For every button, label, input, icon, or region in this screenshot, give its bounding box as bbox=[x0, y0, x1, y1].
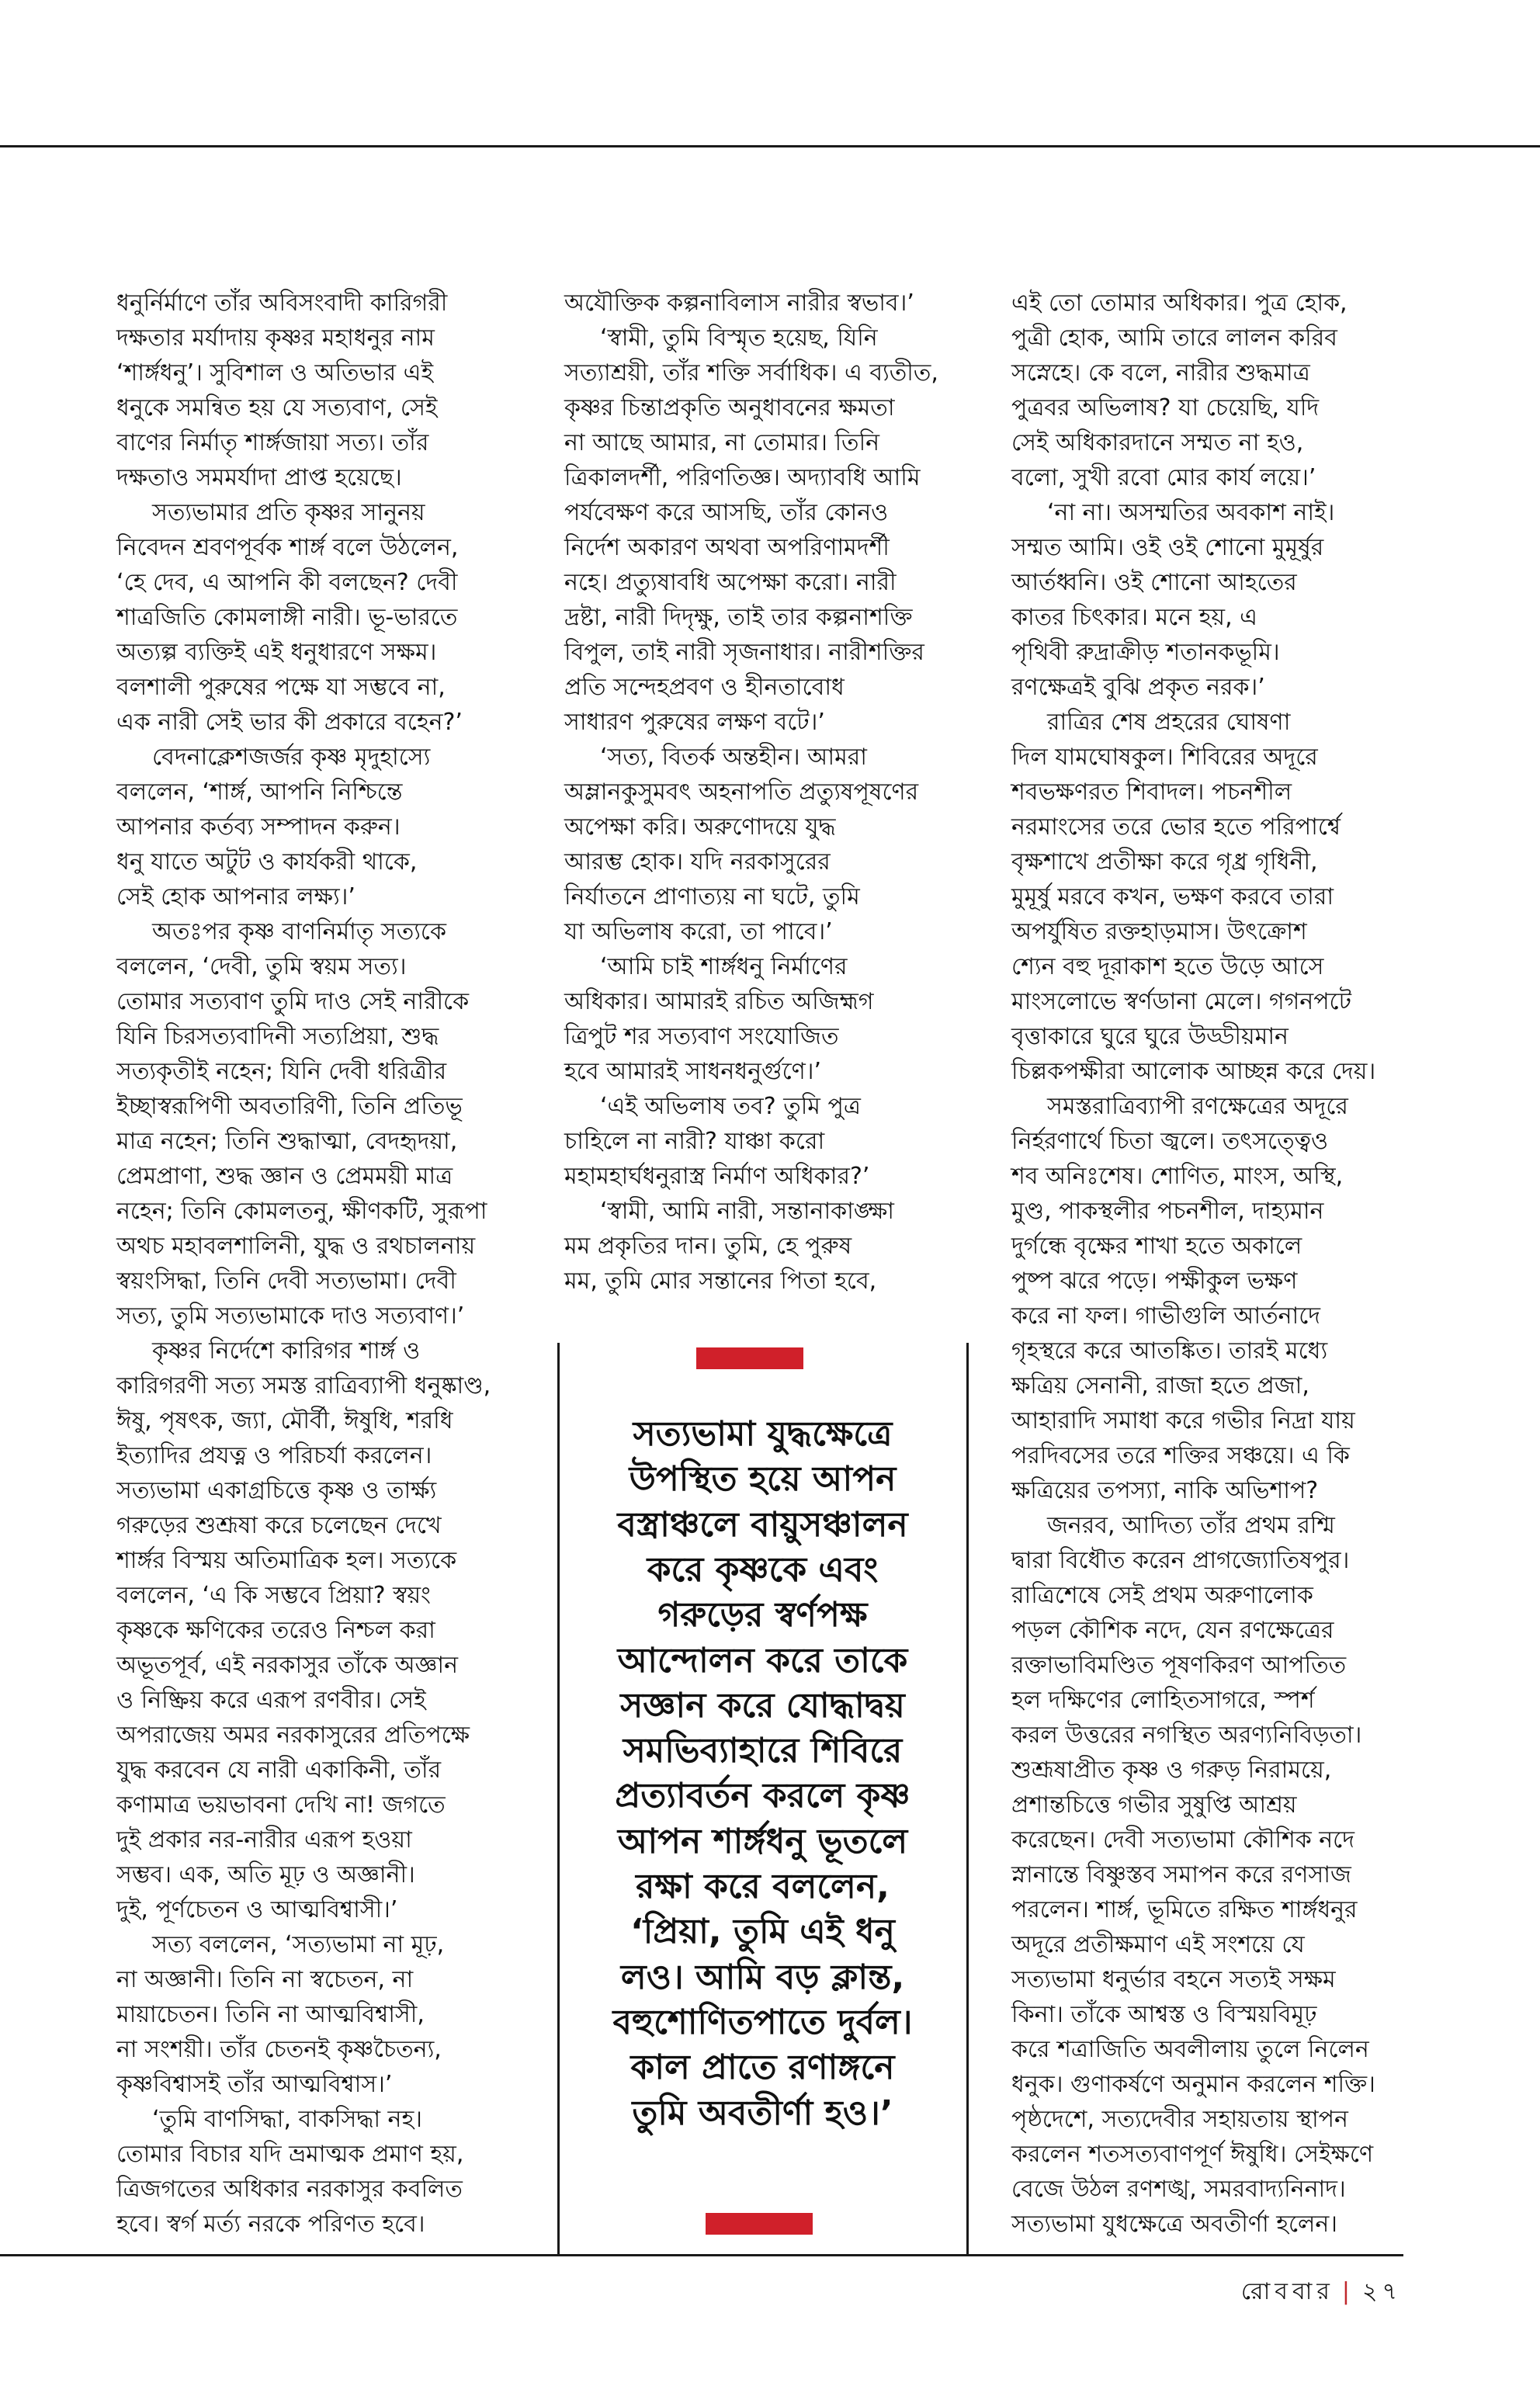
text-line: ত্রিপুট শর সত্যবাণ সংযোজিত bbox=[564, 1023, 839, 1050]
text-line: প্রতি সন্দেহপ্রবণ ও হীনতাবোধ bbox=[564, 674, 845, 701]
pull-quote-line: সজ্ঞান করে যোদ্ধাদ্বয় bbox=[620, 1685, 905, 1725]
pull-quote-line: আপন শার্ঙ্গধনু ভূতলে bbox=[617, 1821, 908, 1861]
text-line: অথচ মহাবলশালিনী, যুদ্ধ ও রথচালনায় bbox=[116, 1233, 476, 1260]
text-line: করেছেন। দেবী সত্যভামা কৌশিক নদে bbox=[1011, 1826, 1354, 1854]
text-line: সত্য বললেন, ‘সত্যভামা না মূঢ়, bbox=[152, 1931, 445, 1958]
text-line: ‘হে দেব, এ আপনি কী বলছেন? দেবী bbox=[116, 569, 458, 596]
text-line: কৃষ্ণবিশ্বাসই তাঁর আত্মবিশ্বাস।’ bbox=[116, 2071, 393, 2098]
pull-quote-line: গরুড়ের স্বর্ণপক্ষ bbox=[657, 1595, 868, 1635]
text-line: ও নিষ্ক্রিয় করে এরূপ রণবীর। সেই bbox=[116, 1687, 426, 1714]
text-line: গৃহস্থরে করে আতঙ্কিত। তারই মধ্যে bbox=[1011, 1337, 1328, 1365]
pull-quote-line: বস্ত্রাঞ্চলে বায়ুসঞ্চালন bbox=[617, 1504, 908, 1545]
text-line: রণক্ষেত্রই বুঝি প্রকৃত নরক।’ bbox=[1011, 674, 1265, 701]
text-line: ইচ্ছাস্বরূপিণী অবতারিণী, তিনি প্রতিভূ bbox=[116, 1093, 463, 1120]
text-line: আপনার কর্তব্য সম্পাদন করুন। bbox=[116, 813, 401, 841]
text-line: ‘তুমি বাণসিদ্ধা, বাকসিদ্ধা নহ। bbox=[152, 2106, 422, 2133]
text-line: না অজ্ঞানী। তিনি না স্বচেতন, না bbox=[116, 1966, 414, 1993]
text-line: পুষ্প ঝরে পড়ে। পক্ষীকুল ভক্ষণ bbox=[1011, 1268, 1298, 1295]
text-line: সত্যভামা ধনুর্ভার বহনে সত্যই সক্ষম bbox=[1011, 1966, 1336, 1993]
text-line: তোমার সত্যবাণ তুমি দাও সেই নারীকে bbox=[116, 988, 470, 1015]
text-line: এই তো তোমার অধিকার। পুত্র হোক, bbox=[1011, 290, 1348, 317]
text-line: দ্রষ্টা, নারী দিদৃক্ষু, তাই তার কল্পনাশক্তি bbox=[564, 604, 913, 631]
page-number: ২৭ bbox=[1361, 2278, 1402, 2305]
text-line: ত্রিজগতের অধিকার নরকাসুর কবলিত bbox=[116, 2176, 463, 2203]
text-line: চিল্লকপক্ষীরা আলোক আচ্ছন্ন করে দেয়। bbox=[1011, 1058, 1376, 1085]
text-line: সত্য, তুমি সত্যভামাকে দাও সত্যবাণ।’ bbox=[116, 1302, 465, 1330]
text-line: সাধারণ পুরুষের লক্ষণ বটে।’ bbox=[564, 709, 825, 736]
pull-quote-line: আন্দোলন করে তাকে bbox=[617, 1640, 908, 1680]
text-line: করল উত্তরের নগস্থিত অরণ্যনিবিড়তা। bbox=[1011, 1722, 1362, 1749]
text-line: ইত্যাদির প্রযত্ন ও পরিচর্যা করলেন। bbox=[116, 1442, 432, 1469]
text-line: দুই প্রকার নর-নারীর এরূপ হওয়া bbox=[116, 1826, 412, 1854]
text-line: অপেক্ষা করি। অরুণোদয়ে যুদ্ধ bbox=[564, 813, 836, 841]
publication-name: রোববার bbox=[1240, 2278, 1334, 2305]
text-line: সেই হোক আপনার লক্ষ্য।’ bbox=[116, 883, 356, 910]
text-line: শব অনিঃশেষ। শোণিত, মাংস, অস্থি, bbox=[1011, 1163, 1344, 1190]
text-line: বললেন, ‘শার্ঙ্গ, আপনি নিশ্চিন্তে bbox=[116, 779, 403, 806]
text-line: ধনুকে সমন্বিত হয় যে সত্যবাণ, সেই bbox=[116, 394, 438, 421]
text-line: ‘এই অভিলাষ তব? তুমি পুত্র bbox=[600, 1093, 861, 1120]
text-line: স্নানান্তে বিষ্ণুস্তব সমাপন করে রণসাজ bbox=[1011, 1861, 1351, 1888]
text-line: নিবেদন শ্রবণপূর্বক শার্ঙ্গ বলে উঠলেন, bbox=[116, 534, 459, 561]
text-line: বললেন, ‘দেবী, তুমি স্বয়ম সত্য। bbox=[116, 953, 407, 980]
text-line: ধনু যাতে অটুট ও কার্যকরী থাকে, bbox=[116, 848, 418, 876]
text-line: নির্যাতনে প্রাণাত্যয় না ঘটে, তুমি bbox=[564, 883, 860, 910]
text-line: অপরাজেয় অমর নরকাসুরের প্রতিপক্ষে bbox=[116, 1722, 470, 1749]
text-line: রাত্রিশেষে সেই প্রথম অরুণালোক bbox=[1011, 1582, 1313, 1609]
text-line: চাহিলে না নারী? যাঞ্চা করো bbox=[564, 1128, 825, 1155]
text-line: শার্ঙ্গর বিস্ময় অতিমাত্রিক হল। সত্যকে bbox=[116, 1547, 457, 1574]
text-line: বললেন, ‘এ কি সম্ভবে প্রিয়া? স্বয়ং bbox=[116, 1582, 431, 1609]
pull-quote-line: করে কৃষ্ণকে এবং bbox=[647, 1549, 879, 1590]
text-line: সম্মত আমি। ওই ওই শোনো মুমূর্ষুর bbox=[1011, 534, 1324, 561]
text-line: ধনুর্নির্মাণে তাঁর অবিসংবাদী কারিগরী bbox=[116, 290, 448, 317]
text-line: রক্তাভাবিমণ্ডিত পূষণকিরণ আপতিত bbox=[1011, 1652, 1347, 1679]
pull-quote-line: তুমি অবতীর্ণা হও।’ bbox=[632, 2093, 893, 2133]
text-line: ‘শার্ঙ্গধনু’। সুবিশাল ও অতিভার এই bbox=[116, 359, 434, 387]
text-line: মহামহার্ঘধনুরাস্ত্র নির্মাণ অধিকার?’ bbox=[564, 1163, 870, 1190]
text-line: পৃষ্ঠদেশে, সত্যদেবীর সহায়তায় স্থাপন bbox=[1011, 2106, 1348, 2133]
text-line: নির্দেশ অকারণ অথবা অপরিণামদর্শী bbox=[564, 534, 890, 561]
text-line: কারিগরণী সত্য সমস্ত রাত্রিব্যাপী ধনুষ্কাণ্ড, bbox=[116, 1372, 491, 1399]
text-line: মাত্র নহেন; তিনি শুদ্ধাত্মা, বেদহৃদয়া, bbox=[116, 1128, 458, 1155]
text-line: সত্যভামা একাগ্রচিত্তে কৃষ্ণ ও তার্ক্ষ্য bbox=[116, 1477, 437, 1504]
pull-quote-line: সমভিব্যাহারে শিবিরে bbox=[623, 1731, 903, 1771]
text-line: দুই, পূর্ণচেতন ও আত্মবিশ্বাসী।’ bbox=[116, 1896, 398, 1923]
text-line: শাত্রজিতি কোমলাঙ্গী নারী। ভূ-ভারতে bbox=[116, 604, 458, 631]
text-line: আর্তধ্বনি। ওই শোনো আহতের bbox=[1011, 569, 1297, 596]
text-line: নরমাংসের তরে ভোর হতে পরিপার্শ্বে bbox=[1011, 813, 1341, 841]
text-line: ‘না না। অসম্মতির অবকাশ নাই। bbox=[1047, 499, 1335, 526]
text-line: সত্যভামা যুধক্ষেত্রে অবতীর্ণা হলেন। bbox=[1011, 2211, 1338, 2238]
text-line: কৃষ্ণর চিন্তাপ্রকৃতি অনুধাবনের ক্ষমতা bbox=[564, 394, 895, 421]
text-line: মম প্রকৃতির দান। তুমি, হে পুরুষ bbox=[564, 1233, 852, 1260]
text-line: সেই অধিকারদানে সম্মত না হও, bbox=[1011, 429, 1304, 456]
text-line: মুণ্ড, পাকস্থলীর পচনশীল, দাহ্যমান bbox=[1011, 1198, 1324, 1225]
text-line: নহেন; তিনি কোমলতনু, ক্ষীণকটি, সুরূপা bbox=[116, 1198, 487, 1225]
text-line: কৃষ্ণর নির্দেশে কারিগর শার্ঙ্গ ও bbox=[152, 1337, 421, 1365]
text-line: জনরব, আদিত্য তাঁর প্রথম রশ্মি bbox=[1047, 1512, 1335, 1539]
text-line: গরুড়ের শুশ্রূষা করে চলেছেন দেখে bbox=[116, 1512, 442, 1539]
text-line: ঈষু, পৃষৎক, জ্যা, মৌর্বী, ঈষুধি, শরধি bbox=[116, 1407, 453, 1434]
text-line: সম্ভব। এক, অতি মূঢ় ও অজ্ঞানী। bbox=[116, 1861, 415, 1888]
text-line: হল দক্ষিণের লোহিতসাগরে, স্পর্শ bbox=[1011, 1687, 1315, 1714]
text-line: বেজে উঠল রণশঙ্খ, সমরবাদ্যনিনাদ। bbox=[1011, 2176, 1346, 2203]
page-footer bbox=[1241, 2273, 1402, 2312]
text-line: বলো, সুখী রবো মোর কার্য লয়ে।’ bbox=[1011, 464, 1316, 491]
text-line: বৃত্তাকারে ঘুরে ঘুরে উড্ডীয়মান bbox=[1011, 1023, 1289, 1050]
text-line: সত্যকৃতীই নহেন; যিনি দেবী ধরিত্রীর bbox=[116, 1058, 447, 1085]
text-line: পুত্রী হোক, আমি তারে লালন করিব bbox=[1011, 324, 1337, 352]
pull-quote-line: ‘প্রিয়া, তুমি এই ধনু bbox=[630, 1912, 895, 1952]
text-line: স্বয়ংসিদ্ধা, তিনি দেবী সত্যভামা। দেবী bbox=[116, 1268, 456, 1295]
pull-quote-line: সত্যভামা যুদ্ধক্ষেত্রে bbox=[633, 1414, 893, 1454]
text-line: পুত্রবর অভিলাষ? যা চেয়েছি, যদি bbox=[1011, 394, 1320, 421]
text-line: দ্বারা বিধৌত করেন প্রাগজ্যোতিষপুর। bbox=[1011, 1547, 1350, 1574]
text-line: মায়াচেতন। তিনি না আত্মবিশ্বাসী, bbox=[116, 2001, 425, 2028]
text-line: ক্ষত্রিয় সেনানী, রাজা হতে প্রজা, bbox=[1011, 1372, 1309, 1399]
text-line: সত্যাশ্রয়ী, তাঁর শক্তি সর্বাধিক। এ ব্যতীত, bbox=[564, 359, 938, 387]
text-line: হবে আমারই সাধনধনুর্গুণে।’ bbox=[564, 1058, 822, 1085]
text-line: সমস্তরাত্রিব্যাপী রণক্ষেত্রের অদূরে bbox=[1047, 1093, 1348, 1120]
text-line: না সংশয়ী। তাঁর চেতনই কৃষ্ণচৈতন্য, bbox=[116, 2036, 442, 2063]
text-line: শুশ্রূষাপ্রীত কৃষ্ণ ও গরুড় নিরাময়ে, bbox=[1011, 1757, 1332, 1784]
text-line: না আছে আমার, না তোমার। তিনি bbox=[564, 429, 880, 456]
text-line: বৃক্ষশাখে প্রতীক্ষা করে গৃধ্র গৃধিনী, bbox=[1011, 848, 1318, 876]
text-line: মম, তুমি মোর সন্তানের পিতা হবে, bbox=[564, 1268, 877, 1295]
bottom-rule bbox=[0, 2254, 1403, 2256]
text-line: পড়ল কৌশিক নদে, যেন রণক্ষেত্রের bbox=[1011, 1617, 1334, 1644]
text-line: ক্ষত্রিয়ের তপস্যা, নাকি অভিশাপ? bbox=[1011, 1477, 1319, 1504]
text-line: অতঃপর কৃষ্ণ বাণনির্মাতৃ সত্যকে bbox=[152, 918, 446, 945]
pull-quote-line: লও। আমি বড় ক্লান্ত, bbox=[620, 1957, 905, 1997]
text-line: তোমার বিচার যদি ভ্রমাত্মক প্রমাণ হয়, bbox=[116, 2141, 464, 2168]
pull-quote-line: রক্ষা করে বললেন, bbox=[636, 1867, 890, 1906]
text-line: সস্নেহে। কে বলে, নারীর শুদ্ধমাত্র bbox=[1011, 359, 1310, 387]
text-line: অধিকার। আমারই রচিত অজিহ্মগ bbox=[564, 988, 874, 1015]
text-line: বিপুল, তাই নারী সৃজনাধার। নারীশক্তির bbox=[564, 639, 924, 666]
text-line: পরলেন। শার্ঙ্গ, ভূমিতে রক্ষিত শার্ঙ্গধনুর bbox=[1011, 1896, 1358, 1923]
text-line: প্রেমপ্রাণা, শুদ্ধ জ্ঞান ও প্রেমময়ী মাত্র bbox=[116, 1163, 453, 1190]
text-line: প্রশান্তচিত্তে গভীর সুষুপ্তি আশ্রয় bbox=[1011, 1791, 1297, 1819]
text-line: মাংসলোভে স্বর্ণডানা মেলে। গগনপটে bbox=[1011, 988, 1351, 1015]
text-line: নির্হরণার্থে চিতা জ্বলে। তৎসত্ত্বেও bbox=[1011, 1128, 1329, 1155]
text-line: ‘সত্য, বিতর্ক অন্তহীন। আমরা bbox=[600, 744, 867, 771]
text-line: শবভক্ষণরত শিবাদল। পচনশীল bbox=[1011, 779, 1292, 806]
text-line: দিল যামঘোষকুল। শিবিরের অদূরে bbox=[1011, 744, 1318, 771]
text-line: করলেন শতসত্যবাণপূর্ণ ঈষুধি। সেইক্ষণে bbox=[1011, 2141, 1374, 2168]
text-line: অভূতপূর্ব, এই নরকাসুর তাঁকে অজ্ঞান bbox=[116, 1652, 458, 1679]
text-line: পরদিবসের তরে শক্তির সঞ্চয়ে। এ কি bbox=[1011, 1442, 1350, 1469]
text-line: হবে। স্বর্গ মর্ত্য নরকে পরিণত হবে। bbox=[116, 2211, 425, 2238]
text-line: পর্যবেক্ষণ করে আসছি, তাঁর কোনও bbox=[564, 499, 889, 526]
text-line: কৃষ্ণকে ক্ষণিকের তরেও নিশ্চল করা bbox=[116, 1617, 435, 1644]
text-line: যা অভিলাষ করো, তা পাবে।’ bbox=[564, 918, 833, 945]
text-line: ‘আমি চাই শার্ঙ্গধনু নির্মাণের bbox=[600, 953, 848, 980]
text-line: শ্যেন বহু দূরাকাশ হতে উড়ে আসে bbox=[1011, 953, 1324, 980]
text-line: নহে। প্রত্যুষাবধি অপেক্ষা করো। নারী bbox=[564, 569, 897, 596]
text-line: অম্লানকুসুমবৎ অহনাপতি প্রত্যুষপূষণের bbox=[564, 779, 919, 806]
text-line: মুমূর্ষু মরবে কখন, ভক্ষণ করবে তারা bbox=[1011, 883, 1334, 910]
text-line: করে না ফল। গাভীগুলি আর্তনাদে bbox=[1011, 1302, 1321, 1330]
text-line: ত্রিকালদর্শী, পরিণতিজ্ঞ। অদ্যাবধি আমি bbox=[564, 464, 921, 491]
text-line: ‘স্বামী, তুমি বিস্মৃত হয়েছ, যিনি bbox=[600, 324, 878, 352]
text-line: অযৌক্তিক কল্পনাবিলাস নারীর স্বভাব।’ bbox=[564, 290, 914, 317]
text-line: অদূরে প্রতীক্ষমাণ এই সংশয়ে যে bbox=[1011, 1931, 1305, 1958]
text-line: দুর্গন্ধে বৃক্ষের শাখা হতে অকালে bbox=[1011, 1233, 1302, 1260]
text-line: বাণের নির্মাতৃ শার্ঙ্গজায়া সত্য। তাঁর bbox=[116, 429, 429, 456]
text-line: দক্ষতার মর্যাদায় কৃষ্ণর মহাধনুর নাম bbox=[116, 324, 435, 352]
text-line: ‘স্বামী, আমি নারী, সন্তানাকাঙ্ক্ষা bbox=[600, 1198, 894, 1225]
text-line: কাতর চিৎকার। মনে হয়, এ bbox=[1011, 604, 1257, 631]
text-line: কণামাত্র ভয়ভাবনা দেখি না! জগতে bbox=[116, 1791, 446, 1819]
text-line: বলশালী পুরুষের পক্ষে যা সম্ভবে না, bbox=[116, 674, 446, 701]
top-rule bbox=[0, 145, 1540, 147]
text-line: এক নারী সেই ভার কী প্রকারে বহেন?’ bbox=[116, 709, 463, 736]
text-line: দক্ষতাও সমমর্যাদা প্রাপ্ত হয়েছে। bbox=[116, 464, 402, 491]
text-line: ধনুক। গুণাকর্ষণে অনুমান করলেন শক্তি। bbox=[1011, 2071, 1375, 2098]
footer-separator: | bbox=[1341, 2278, 1354, 2305]
text-line: কিনা। তাঁকে আশ্বস্ত ও বিস্ময়বিমূঢ় bbox=[1011, 2001, 1317, 2028]
text-line: অত্যল্প ব্যক্তিই এই ধনুধারণে সক্ষম। bbox=[116, 639, 437, 666]
pull-quote-line: কাল প্রাতে রণাঙ্গনে bbox=[630, 2048, 895, 2088]
pull-quote-top-bar bbox=[696, 1347, 803, 1369]
text-line: আহারাদি সমাধা করে গভীর নিদ্রা যায় bbox=[1011, 1407, 1355, 1434]
pull-quote-bottom-bar bbox=[706, 2213, 813, 2235]
text-line: অপর্যুষিত রক্তহাড়মাস। উৎক্রোশ bbox=[1011, 918, 1307, 945]
text-line: রাত্রির শেষ প্রহরের ঘোষণা bbox=[1047, 709, 1291, 736]
pull-quote-line: প্রত্যাবর্তন করলে কৃষ্ণ bbox=[615, 1776, 910, 1816]
text-line: আরম্ভ হোক। যদি নরকাসুরের bbox=[564, 848, 831, 876]
pull-quote-right-border bbox=[966, 1343, 969, 2256]
text-line: যুদ্ধ করবেন যে নারী একাকিনী, তাঁর bbox=[116, 1757, 442, 1784]
pull-quote-line: বহুশোণিতপাতে দুর্বল। bbox=[612, 2002, 913, 2042]
text-line: যিনি চিরসত্যবাদিনী সত্যপ্রিয়া, শুদ্ধ bbox=[116, 1023, 439, 1050]
text-line: বেদনাক্লেশজর্জর কৃষ্ণ মৃদুহাস্যে bbox=[152, 744, 431, 771]
text-line: পৃথিবী রুদ্রাক্রীড় শতানকভূমি। bbox=[1011, 639, 1280, 666]
text-line: করে শত্রাজিতি অবলীলায় তুলে নিলেন bbox=[1011, 2036, 1369, 2063]
text-line: সত্যভামার প্রতি কৃষ্ণর সানুনয় bbox=[152, 499, 425, 526]
pull-quote-line: উপস্থিত হয়ে আপন bbox=[629, 1459, 897, 1500]
